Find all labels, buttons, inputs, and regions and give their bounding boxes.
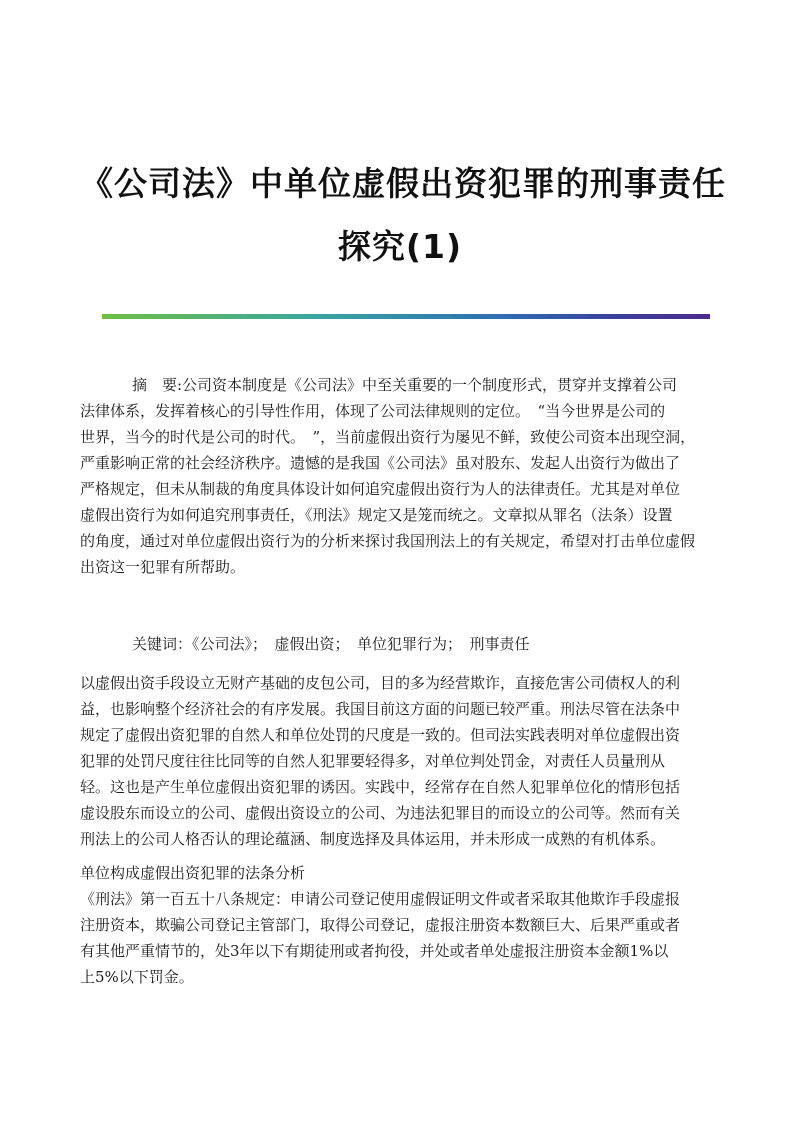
abstract-line: 严重影响正常的社会经济秩序。遗憾的是我国《公司法》虽对股东、发起人出资行为做出了 — [80, 454, 681, 472]
body-line: 犯罪的处罚尺度往往比同等的自然人犯罪要轻得多，对单位判处罚金，对责任人员量刑从 — [80, 752, 666, 770]
body-line: 益，也影响整个经济社会的有序发展。我国目前这方面的问题已较严重。刑法尽管在法条中 — [80, 700, 681, 718]
section-heading-text: 单位构成虚假出资犯罪的法条分析 — [80, 864, 306, 882]
abstract-paragraph — [80, 372, 720, 580]
body-line: 《刑法》第一百五十八条规定：申请公司登记使用虚假证明文件或者采取其他欺诈手段虚报 — [80, 890, 681, 908]
body-line: 上5%以下罚金。 — [80, 968, 194, 986]
body-line: 以虚假出资手段设立无财产基础的皮包公司，目的多为经营欺诈，直接危害公司债权人的利 — [80, 674, 681, 692]
abstract-line: 虚假出资行为如何追究刑事责任，《刑法》规定又是笼而统之。文章拟从罪名（法条）设置 — [80, 506, 673, 524]
abstract-line: 摘 要:公司资本制度是《公司法》中至关重要的一个制度形式，贯穿并支撑着公司 — [132, 376, 678, 394]
body-line: 刑法上的公司人格否认的理论蕴涵、制度选择及具体运用，并未形成一成熟的有机体系。 — [80, 830, 666, 848]
body-line: 虚设股东而设立的公司、虚假出资设立的公司、为违法犯罪目的而设立的公司等。然而有关 — [80, 804, 681, 822]
abstract-line: 出资这一犯罪有所帮助。 — [80, 558, 246, 576]
abstract-line: 世界，当今的时代是公司的时代。 ”，当前虚假出资行为屡见不鲜，致使公司资本出现空洞， — [80, 428, 696, 446]
body-line: 注册资本，欺骗公司登记主管部门，取得公司登记，虚报注册资本数额巨大、后果严重或者 — [80, 916, 681, 934]
document-title-line-1: 《公司法》中单位虚假出资犯罪的刑事责任 — [80, 164, 726, 203]
abstract-line: 的角度，通过对单位虚假出资行为的分析来探讨我国刑法上的有关规定，希望对打击单位虚假 — [80, 532, 696, 550]
abstract-line: 法律体系，发挥着核心的引导性作用，体现了公司法律规则的定位。 “当今世界是公司的 — [80, 402, 666, 420]
body-line: 有其他严重情节的，处3年以下有期徒刑或者拘役，并处或者单处虚报注册资本金额1%以 — [80, 942, 669, 960]
body-paragraph-1 — [80, 670, 720, 852]
body-line: 轻。这也是产生单位虚假出资犯罪的诱因。实践中，经常存在自然人犯罪单位化的情形包括 — [80, 778, 681, 796]
keywords-line — [80, 631, 720, 657]
abstract-line: 严格规定，但未从制裁的角度具体设计如何追究虚假出资行为人的法律责任。尤其是对单位 — [80, 480, 681, 498]
body-line: 规定了虚假出资犯罪的自然人和单位处罚的尺度是一致的。但司法实践表明对单位虚假出资 — [80, 726, 681, 744]
document-title-line-2: 探究(1) — [337, 227, 463, 266]
title-divider — [102, 314, 710, 319]
section-heading — [80, 860, 720, 886]
body-paragraph-2 — [80, 886, 720, 990]
keywords-text: 关键词：《公司法》； 虚假出资； 单位犯罪行为； 刑事责任 — [132, 635, 530, 653]
